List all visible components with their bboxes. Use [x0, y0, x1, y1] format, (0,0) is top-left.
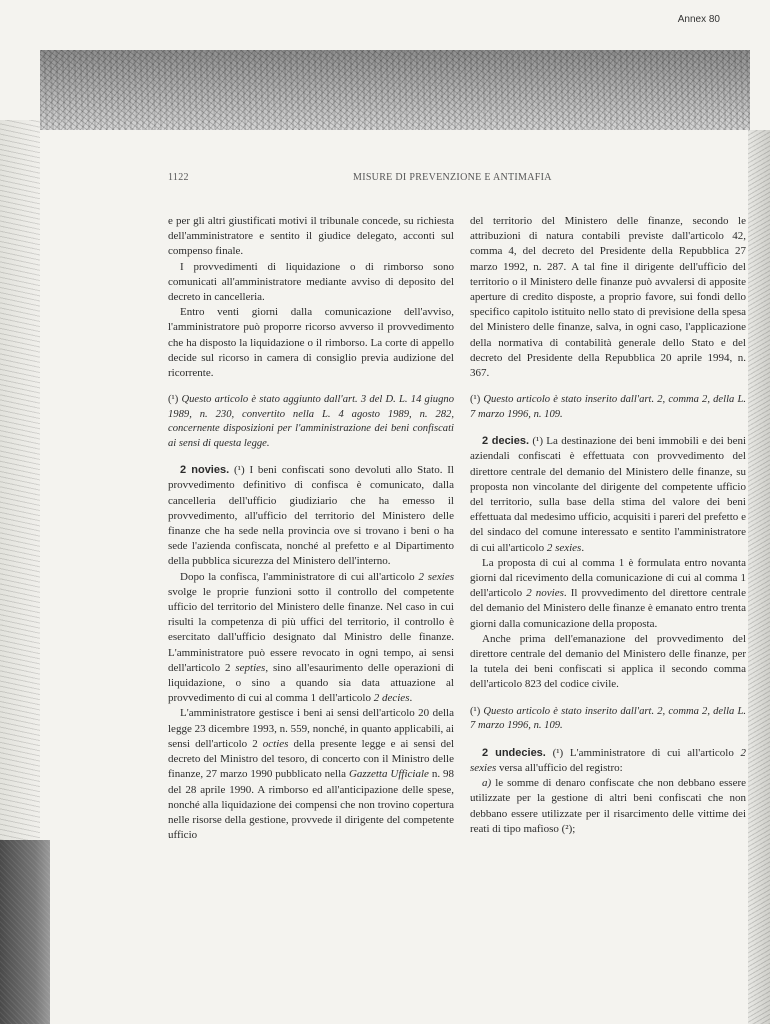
footnote-marker: (¹): [532, 435, 543, 448]
article-2-decies: [470, 434, 746, 556]
paragraph: e per gli altri giustificati motivi il tribunale concede, su richiesta dell'amministratore e sentito il giudice delegato, acconti sul compenso finale.: [168, 215, 454, 258]
footnote-text: Questo articolo è stato aggiunto dall'art. 3 del D. L. 14 giugno 1989, n. 230, convertito nella L. 4 agosto 1989, n. 282, concernente disposizioni per l'amministrazione dei beni confiscati ai sensi di questa legge.: [168, 394, 454, 449]
left-column: [168, 214, 454, 843]
page-header: [168, 172, 738, 188]
footnote-text: Questo articolo è stato inserito dall'art. 2, comma 2, della L. 7 marzo 1996, n. 109.: [470, 394, 747, 420]
article-text: L'amministratore di cui all'articolo: [569, 746, 734, 759]
article-title: 2 novies.: [180, 464, 230, 477]
paragraph: [470, 556, 746, 632]
text-run: .: [581, 541, 585, 554]
text-run: L'amministratore gestisce i beni ai sensi dell'articolo 20 della legge 23 dicembre 1993, n. 559, nonché, in quanto applicabili, ai sensi dell'articolo 2: [168, 707, 454, 750]
article-reference: septies: [235, 661, 266, 674]
article-2-novies: [168, 463, 454, 569]
footnote-marker: (¹): [168, 394, 179, 406]
footnote: [470, 705, 746, 734]
article-reference: 2 sexies: [546, 541, 582, 554]
paragraph: [168, 706, 454, 843]
article-title: 2 decies.: [482, 435, 530, 448]
footnote-marker: (¹): [233, 464, 245, 477]
footnote-marker: (¹): [552, 746, 564, 759]
list-item: [470, 776, 746, 837]
running-title: MISURE DI PREVENZIONE E ANTIMAFIA: [353, 172, 552, 183]
article-text: La destinazione dei beni immobili e dei beni aziendali confiscati è effettuata con provvedimento del direttore centrale del demanio del Ministero delle finanze, su proposta non vincolante del dirigente del competente ufficio del territorio, sulla base della stima del valore dei beni effettuata dal medesimo ufficio, acquisiti i pareri del prefetto e del sindaco del comune interessato e sentito l'amministratore di cui all'articolo: [470, 435, 747, 554]
article-reference: 2 sexies: [418, 570, 454, 583]
footnote: [470, 393, 746, 422]
article-text: versa all'ufficio del registro:: [499, 761, 623, 774]
footnote-marker: (¹): [470, 705, 481, 717]
article-reference: 2 decies: [373, 692, 410, 705]
scan-noise-band: [40, 50, 750, 130]
text-run: , sino all'esaurimento delle operazioni di liquidazione, o sino a quando sia data attuazione al provvedimento di cui al comma 1 dell'articolo: [168, 661, 455, 705]
right-column: [470, 214, 746, 837]
page-number: 1122: [168, 172, 189, 183]
text-run: le somme di denaro confiscate che non debbano essere utilizzate per la gestione di altri beni confiscati che non debbano essere utilizzate per il risarcimento delle vittime dei reati di tipo mafioso (²);: [470, 777, 746, 835]
scan-right-edge: [748, 130, 770, 1024]
footnote: [168, 393, 454, 451]
paragraph: I provvedimenti di liquidazione o di rimborso sono comunicati all'amministratore mediante avviso di deposito del decreto in cancelleria.: [168, 260, 454, 304]
paragraph: del territorio del Ministero delle finanze, secondo le attribuzioni di natura contabili previste dall'articolo 42, comma 4, del decreto del Presidente della Repubblica 27 marzo 1992, n. 287. A tal fine il dirigente dell'ufficio del territorio o il Ministero delle finanze può avvalersi di apposite aperture di credito disposte, a proprio favore, sui fondi dello specifico capitolo istituito nello stato di previsione della spesa del Ministero delle finanze, salva, in ogni caso, l'applicazione della normativa di contabilità generale dello Stato e del decreto del Presidente della Repubblica 20 aprile 1994, n. 367.: [470, 215, 746, 380]
publication-reference: Gazzetta Ufficiale: [348, 768, 429, 781]
text-run: della presente legge e ai sensi del decreto del Ministro del tesoro, di concerto con il Ministro delle finanze, 27 marzo 1990 pubblicato nella: [168, 737, 455, 781]
text-run: n. 98 del 28 aprile 1990. A rimborso ed all'anticipazione delle spese, nonché alla liquidazione dei compensi che non trovino copertura nelle risorse della gestione, provvede il dirigente del competente ufficio: [168, 768, 455, 842]
item-label: a): [482, 777, 492, 790]
text-run: .: [409, 692, 413, 705]
paragraph: Entro venti giorni dalla comunicazione dell'avviso, l'amministratore può proporre ricorso avverso il provvedimento che ha disposto la liquidazione o il rimborso. La corte di appello decide sul ricorso in camera di consiglio previa audizione del ricorrente.: [168, 306, 454, 380]
text-run: . Il provvedimento del direttore centrale del demanio del Ministero delle finanze è emanato entro trenta giorni dalla comunicazione della proposta.: [470, 587, 746, 630]
article-title: 2 undecies.: [482, 746, 546, 759]
article-reference: octies: [262, 737, 289, 750]
footnote-marker: (¹): [470, 394, 481, 406]
paragraph: Anche prima dell'emanazione del provvedimento del direttore centrale del demanio del Ministero delle finanze, per la tutela dei beni confiscati si applica il secondo comma dell'articolo 823 del codice civile.: [470, 632, 746, 691]
article-text: I beni confiscati sono devoluti allo Stato. Il provvedimento definitivo di confisca è comunicato, dalla cancelleria dell'ufficio giudiziario che ha emesso il provvedimento, all'ufficio del territorio del Ministero delle finanze che ha sede nella provincia ove si trovano i beni o ha sede l'azienda confiscata, nonché al prefetto e al Dipartimento della pubblica sicurezza del Ministero dell'interno.: [168, 464, 454, 568]
text-run: Dopo la confisca, l'amministratore di cui all'articolo: [180, 570, 415, 583]
paragraph: [168, 570, 454, 707]
scan-left-dark-patch: [0, 840, 50, 1024]
article-2-undecies: [470, 746, 746, 776]
text-run: La proposta di cui al comma 1 è formulata entro novanta giorni dal ricevimento della comunicazione di cui al comma 1 dell'articolo: [470, 556, 746, 600]
annex-label: Annex 80: [677, 14, 720, 25]
text-run: svolge le proprie funzioni sotto il controllo del competente ufficio del territorio del Ministero delle finanze. Nel caso in cui risulti la competenza di più uffici del territorio, il controllo è esercitato dall'ufficio designato dal Ministro delle finanze. L'amministratore può essere revocato in ogni tempo, ai sensi dell'articolo 2: [168, 585, 454, 674]
footnote-text: Questo articolo è stato inserito dall'art. 2, comma 2, della L. 7 marzo 1996, n. 109.: [470, 705, 747, 732]
article-reference: 2 sexies: [470, 746, 747, 774]
article-reference: 2 novies: [526, 587, 564, 600]
